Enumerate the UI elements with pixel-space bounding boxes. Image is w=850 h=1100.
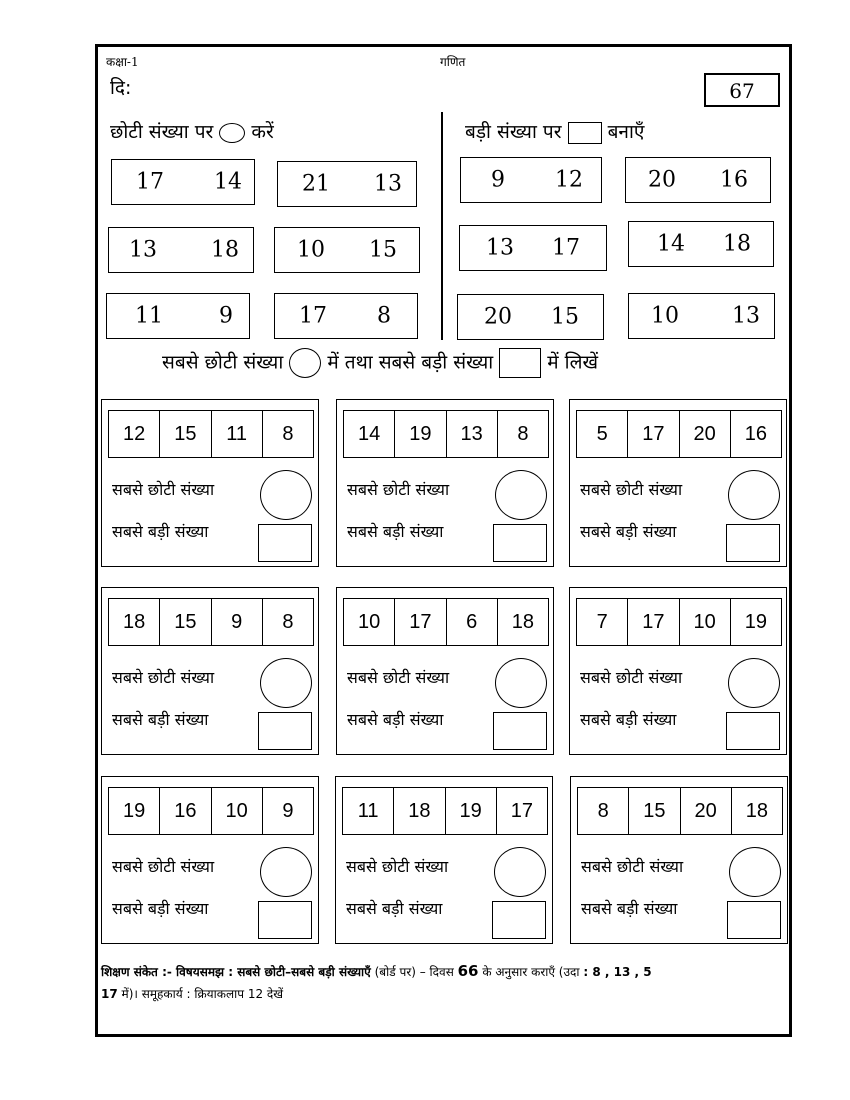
smallest-answer-circle[interactable] xyxy=(728,658,780,708)
pair-number: 12 xyxy=(555,167,583,193)
number-cell: 10 xyxy=(680,599,731,645)
section-divider xyxy=(441,112,443,340)
number-cell: 8 xyxy=(282,422,294,445)
number-cell: 15 xyxy=(160,411,211,457)
largest-label: सबसे बड़ी संख्या xyxy=(112,522,209,541)
date-label: दि: xyxy=(110,77,132,99)
smallest-answer-circle[interactable] xyxy=(260,847,312,897)
largest-answer-box[interactable] xyxy=(258,901,312,939)
teaching-note xyxy=(101,960,791,1005)
number-cell: 18 xyxy=(109,599,160,645)
mid-instruction-part1: सबसे छोटी संख्या xyxy=(162,351,284,374)
number-row xyxy=(108,598,314,646)
circle-icon xyxy=(219,123,245,143)
largest-label: सबसे बड़ी संख्या xyxy=(581,899,678,918)
number-cell: 18 xyxy=(394,788,445,834)
number-cell: 8 xyxy=(282,610,294,633)
largest-label: सबसे बड़ी संख्या xyxy=(580,522,677,541)
pair-number: 20 xyxy=(648,167,676,193)
teaching-note-bold: शिक्षण संकेत :- विषयसमझ : सबसे छोटी–सबसे बड़ी संख्याएँ xyxy=(101,965,371,979)
smallest-label: सबसे छोटी संख्या xyxy=(347,480,450,499)
largest-label: सबसे बड़ी संख्या xyxy=(346,899,443,918)
teaching-note-line1 xyxy=(101,960,791,983)
number-row xyxy=(108,787,314,835)
teaching-note-text: के अनुसार कराएँ (उदा xyxy=(478,965,584,979)
number-row xyxy=(342,787,548,835)
number-pair[interactable] xyxy=(106,293,250,339)
pair-number: 10 xyxy=(651,303,679,329)
subject-label: गणित xyxy=(440,55,466,69)
number-cell: 16 xyxy=(160,788,211,834)
number-cell: 20 xyxy=(680,411,731,457)
number-row xyxy=(108,410,314,458)
number-cell: 7 xyxy=(577,599,628,645)
smallest-answer-circle[interactable] xyxy=(260,658,312,708)
pair-number: 13 xyxy=(374,171,402,197)
pair-number: 10 xyxy=(297,237,325,263)
number-pair[interactable] xyxy=(274,293,418,339)
number-cell: 20 xyxy=(681,788,732,834)
class-label: कक्षा-1 xyxy=(106,55,139,69)
number-cell: 19 xyxy=(395,411,446,457)
smallest-label: सबसे छोटी संख्या xyxy=(580,668,683,687)
number-pair[interactable] xyxy=(108,227,254,273)
pair-number: 9 xyxy=(491,167,505,193)
teaching-note-text: (बोर्ड पर) – दिवस xyxy=(370,965,458,979)
number-cell: 9 xyxy=(212,599,263,645)
largest-answer-box[interactable] xyxy=(493,712,547,750)
pair-number: 14 xyxy=(214,169,242,195)
teaching-note-line2 xyxy=(101,983,791,1005)
right-instruction-suffix: बनाएँ xyxy=(607,121,645,143)
right-instruction xyxy=(465,118,644,144)
smallest-answer-circle[interactable] xyxy=(495,470,547,520)
exercise-card xyxy=(569,587,787,755)
exercise-card xyxy=(335,776,553,944)
exercise-card xyxy=(336,587,554,755)
exercise-card xyxy=(570,776,788,944)
mid-instruction xyxy=(162,348,598,378)
largest-answer-box[interactable] xyxy=(727,901,781,939)
pair-number: 13 xyxy=(486,235,514,261)
smallest-label: सबसे छोटी संख्या xyxy=(112,857,215,876)
pair-number: 13 xyxy=(732,303,760,329)
pair-number: 16 xyxy=(720,167,748,193)
largest-label: सबसे बड़ी संख्या xyxy=(112,710,209,729)
largest-label: सबसे बड़ी संख्या xyxy=(112,899,209,918)
number-cell: 18 xyxy=(745,799,768,822)
mid-instruction-part3: में लिखें xyxy=(547,351,598,374)
number-row xyxy=(577,787,783,835)
largest-answer-box[interactable] xyxy=(493,524,547,562)
number-cell: 17 xyxy=(628,411,679,457)
exercise-card xyxy=(569,399,787,567)
left-instruction-suffix: करें xyxy=(251,121,274,143)
number-cell: 19 xyxy=(109,788,160,834)
pair-number: 21 xyxy=(302,171,330,197)
number-pair[interactable] xyxy=(277,161,417,207)
pair-number: 8 xyxy=(377,303,391,329)
largest-answer-box[interactable] xyxy=(492,901,546,939)
number-cell: 10 xyxy=(344,599,395,645)
example-numbers: : 8 , 13 , 5 xyxy=(583,965,652,979)
number-pair[interactable] xyxy=(628,293,775,339)
number-cell: 15 xyxy=(160,599,211,645)
pair-number: 15 xyxy=(369,237,397,263)
exercise-card xyxy=(101,587,319,755)
exercise-card xyxy=(101,776,319,944)
example-number: 17 xyxy=(101,987,118,1001)
pair-number: 17 xyxy=(552,235,580,261)
number-pair[interactable] xyxy=(111,159,255,205)
number-pair[interactable] xyxy=(625,157,771,203)
teaching-note-text: में)। समूहकार्य : क्रियाकलाप 12 देखें xyxy=(117,987,284,1001)
number-cell: 11 xyxy=(343,788,394,834)
largest-label: सबसे बड़ी संख्या xyxy=(580,710,677,729)
smallest-answer-circle[interactable] xyxy=(728,470,780,520)
left-instruction-prefix: छोटी संख्या पर xyxy=(110,121,214,143)
smallest-answer-circle[interactable] xyxy=(260,470,312,520)
number-cell: 19 xyxy=(744,610,767,633)
mid-instruction-part2: में तथा सबसे बड़ी संख्या xyxy=(327,351,494,374)
exercise-card xyxy=(336,399,554,567)
number-cell: 5 xyxy=(577,411,628,457)
pair-number: 9 xyxy=(219,303,233,329)
pair-number: 18 xyxy=(211,237,239,263)
pair-number: 11 xyxy=(135,303,163,329)
pair-number: 20 xyxy=(484,304,512,330)
number-row xyxy=(576,410,782,458)
number-cell: 12 xyxy=(109,411,160,457)
number-pair[interactable] xyxy=(274,227,420,273)
pair-number: 13 xyxy=(129,237,157,263)
largest-label: सबसे बड़ी संख्या xyxy=(347,710,444,729)
number-row xyxy=(343,598,549,646)
number-cell: 17 xyxy=(628,599,679,645)
number-cell: 9 xyxy=(282,799,294,822)
largest-answer-box[interactable] xyxy=(258,712,312,750)
number-cell: 8 xyxy=(578,788,629,834)
number-cell: 13 xyxy=(447,411,498,457)
smallest-label: सबसे छोटी संख्या xyxy=(581,857,684,876)
right-instruction-prefix: बड़ी संख्या पर xyxy=(465,121,562,143)
smallest-answer-circle[interactable] xyxy=(495,658,547,708)
day-number: 66 xyxy=(457,962,479,980)
pair-number: 17 xyxy=(299,303,327,329)
smallest-answer-circle[interactable] xyxy=(494,847,546,897)
number-cell: 17 xyxy=(510,799,533,822)
smallest-label: सबसे छोटी संख्या xyxy=(347,668,450,687)
number-pair[interactable] xyxy=(460,157,602,203)
number-row xyxy=(576,598,782,646)
number-cell: 18 xyxy=(511,610,534,633)
number-cell: 8 xyxy=(517,422,529,445)
circle-icon xyxy=(289,348,321,378)
largest-answer-box[interactable] xyxy=(726,712,780,750)
pair-number: 18 xyxy=(723,231,751,257)
number-cell: 14 xyxy=(344,411,395,457)
number-cell: 6 xyxy=(447,599,498,645)
largest-answer-box[interactable] xyxy=(258,524,312,562)
smallest-label: सबसे छोटी संख्या xyxy=(346,857,449,876)
largest-answer-box[interactable] xyxy=(726,524,780,562)
number-pair[interactable] xyxy=(628,221,774,267)
number-cell: 17 xyxy=(395,599,446,645)
smallest-label: सबसे छोटी संख्या xyxy=(112,480,215,499)
number-pair[interactable] xyxy=(459,225,607,271)
page-number: 67 xyxy=(704,73,780,107)
number-cell: 16 xyxy=(744,422,767,445)
smallest-label: सबसे छोटी संख्या xyxy=(112,668,215,687)
smallest-label: सबसे छोटी संख्या xyxy=(580,480,683,499)
square-icon xyxy=(499,348,541,378)
largest-label: सबसे बड़ी संख्या xyxy=(347,522,444,541)
pair-number: 17 xyxy=(136,169,164,195)
number-pair[interactable] xyxy=(457,294,604,340)
number-cell: 15 xyxy=(629,788,680,834)
number-cell: 11 xyxy=(212,411,263,457)
square-icon xyxy=(568,122,602,144)
number-row xyxy=(343,410,549,458)
left-instruction xyxy=(110,118,274,144)
pair-number: 15 xyxy=(551,304,579,330)
number-cell: 10 xyxy=(212,788,263,834)
exercise-card xyxy=(101,399,319,567)
number-cell: 19 xyxy=(446,788,497,834)
pair-number: 14 xyxy=(657,231,685,257)
smallest-answer-circle[interactable] xyxy=(729,847,781,897)
